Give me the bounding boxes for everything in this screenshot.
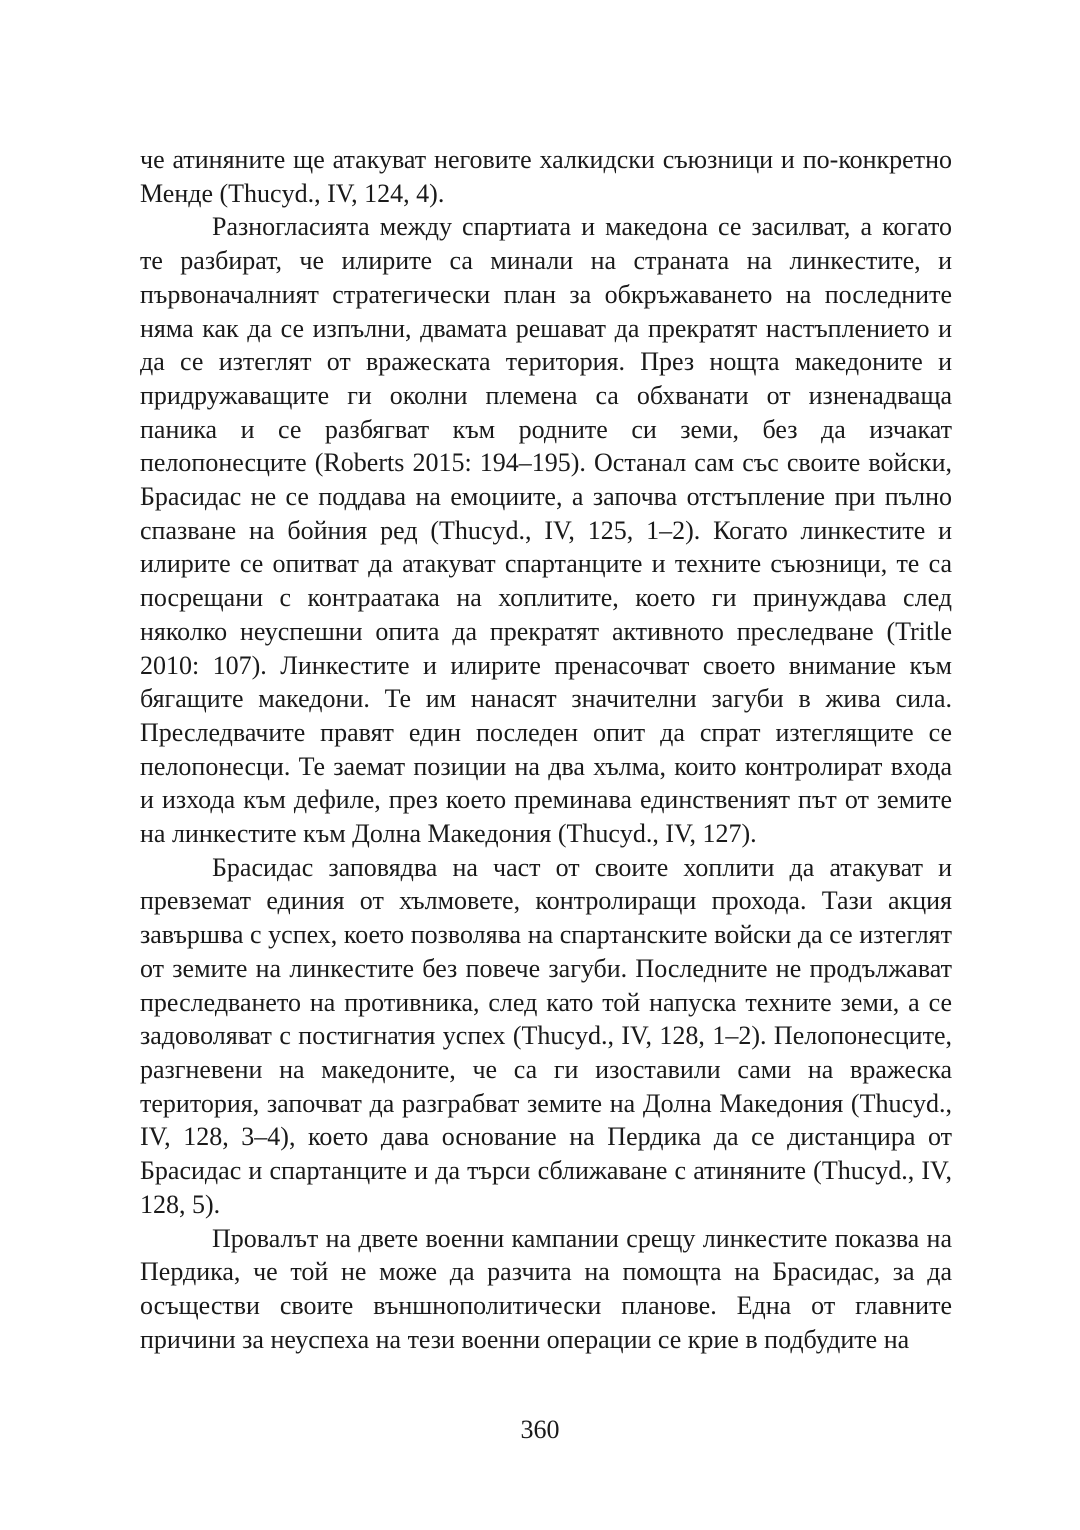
paragraph-4: Провалът на двете военни кампании срещу линкестите показва на Пердика, че той не може да разчита на помощта на Брасидас, за да осъществи своите външнополитически планове. Една от главните причини за неуспеха на тези военни операции се крие в подбудите на [140, 1223, 952, 1354]
paragraph-1: че атиняните ще атакуват неговите халкидски съюзници и по-конкретно Менде (Thucyd., IV, 124, 4). [140, 145, 952, 208]
paragraph-2: Разногласията между спартиата и македона се засилват, а когато те разбират, че илирите са минали на страната на линкестите, и първоначалният стратегически план за обкръжаването на последните няма как да се изпълни, двамата решават да прекратят настъплението и да се изтеглят от вражеската територия. През нощта македоните и придружаващите ги околни племена са обхванати от изненадваща паника и се разбягват към родните си земи, без да изчакат пелопонесците (Roberts 2015: 194–195). Останал сам със своите войски, Брасидас не се поддава на емоциите, а започва отстъпление при пълно спазване на бойния ред (Thucyd., IV, 125, 1–2). Когато линкестите и илирите се опитват да атакуват спартанците и техните съюзници, те са посрещани с контраатака на хоплитите, което ги принуждава след няколко неуспешни опита да прекратят активното преследване (Tritle 2010: 107). Линкестите и илирите пренасочват своето внимание към бягащите македони. Те им нанасят значителни загуби в жива сила. Преследвачите правят един последен опит да спрат изтеглящите се пелопонесци. Те заемат позиции на два хълма, които контролират входа и изхода към дефиле, през което преминава единственият път от земите на линкестите към Долна Македония (Thucyd., IV, 127). [140, 212, 952, 849]
page-number: 360 [520, 1415, 560, 1444]
page-body [140, 143, 952, 1356]
paragraph-3: Брасидас заповядва на част от своите хоплити да атакуват и превземат единия от хълмовете, контролиращи прохода. Тази акция завършва с успех, което позволява на спартанските войски да се изтеглят от земите на линкестите без повече загуби. Последните не продължават преследването на противника, след като той напуска техните земи, а се задоволяват с постигнатия успех (Thucyd., IV, 128, 1–2). Пелопонесците, разгневени на македоните, че са ги изоставили сами на вражеска територия, започват да разграбват земите на Долна Македония (Thucyd., IV, 128, 3–4), което дава основание на Пердика да се дистанцира от Брасидас и спартанците и да търси сближаване с атиняните (Thucyd., IV, 128, 5). [140, 852, 952, 1219]
